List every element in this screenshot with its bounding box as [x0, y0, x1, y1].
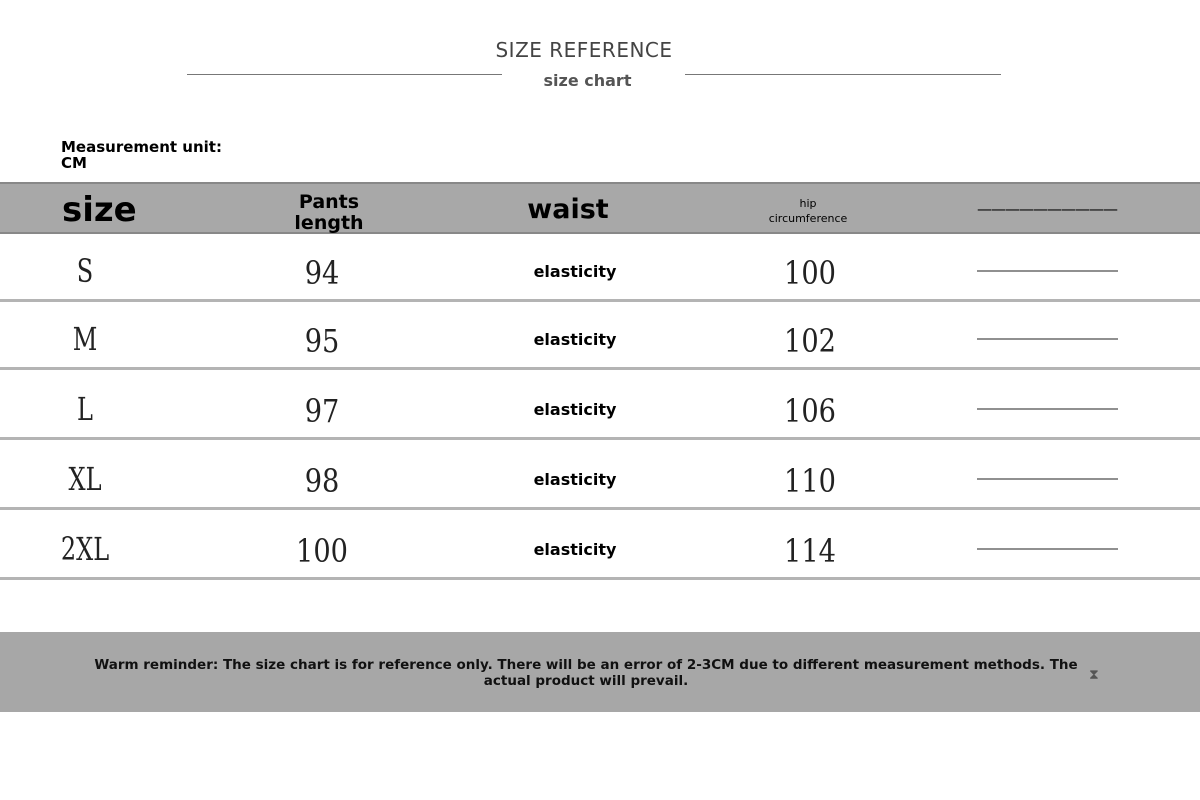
- page-subtitle: size chart: [543, 71, 632, 90]
- table-row: [0, 512, 1200, 580]
- table-row: [0, 234, 1200, 302]
- cell-hip: 100: [784, 254, 836, 292]
- row-separator: [0, 437, 1200, 440]
- cell-size: M: [72, 320, 98, 358]
- cell-waist: elasticity: [533, 540, 617, 559]
- cell-hip: 114: [784, 532, 836, 570]
- page-title: SIZE REFERENCE: [495, 38, 673, 62]
- cell-waist: elasticity: [533, 262, 617, 281]
- hourglass-icon: ⧗: [1089, 666, 1099, 682]
- header-hip-line1: hip: [799, 197, 817, 210]
- measurement-unit-value: CM: [61, 154, 87, 172]
- measurement-unit: [61, 139, 222, 171]
- cell-blank: ——————————: [977, 262, 1117, 279]
- row-separator: [0, 507, 1200, 510]
- header-pants-line1: Pants: [298, 191, 360, 213]
- warm-reminder-text: Warm reminder: The size chart is for reference only. There will be an error of 2-3CM due to different measurement methods. The actual product will prevail.: [94, 657, 1078, 689]
- table-row: [0, 302, 1200, 370]
- table-header: [0, 182, 1200, 234]
- cell-waist: elasticity: [533, 400, 617, 419]
- header-size: size: [62, 190, 137, 230]
- header-hip: [758, 196, 858, 226]
- header-blank: ——————————: [977, 200, 1117, 218]
- cell-pants-length: 98: [304, 462, 340, 500]
- table-row: [0, 372, 1200, 440]
- header-pants-line2: length: [294, 212, 364, 234]
- title-section: [0, 0, 1200, 110]
- cell-blank: ——————————: [977, 400, 1117, 417]
- table-row: [0, 442, 1200, 510]
- cell-hip: 106: [784, 392, 836, 430]
- cell-pants-length: 100: [296, 532, 348, 570]
- cell-size: XL: [68, 460, 102, 498]
- warm-reminder-banner: [0, 632, 1200, 712]
- cell-blank: ——————————: [977, 540, 1117, 557]
- header-waist: waist: [527, 194, 609, 225]
- header-hip-line2: circumference: [768, 212, 848, 225]
- cell-waist: elasticity: [533, 330, 617, 349]
- cell-size: S: [76, 252, 94, 290]
- cell-size: 2XL: [60, 530, 110, 568]
- cell-size: L: [77, 390, 93, 428]
- row-separator: [0, 367, 1200, 370]
- cell-hip: 110: [784, 462, 836, 500]
- row-separator: [0, 577, 1200, 580]
- header-pants-length: [270, 192, 388, 234]
- cell-blank: ——————————: [977, 470, 1117, 487]
- cell-waist: elasticity: [533, 470, 617, 489]
- measurement-unit-label: Measurement unit:: [61, 138, 222, 156]
- cell-hip: 102: [784, 322, 836, 360]
- cell-pants-length: 94: [304, 254, 340, 292]
- cell-pants-length: 97: [304, 392, 340, 430]
- cell-pants-length: 95: [304, 322, 340, 360]
- cell-blank: ——————————: [977, 330, 1117, 347]
